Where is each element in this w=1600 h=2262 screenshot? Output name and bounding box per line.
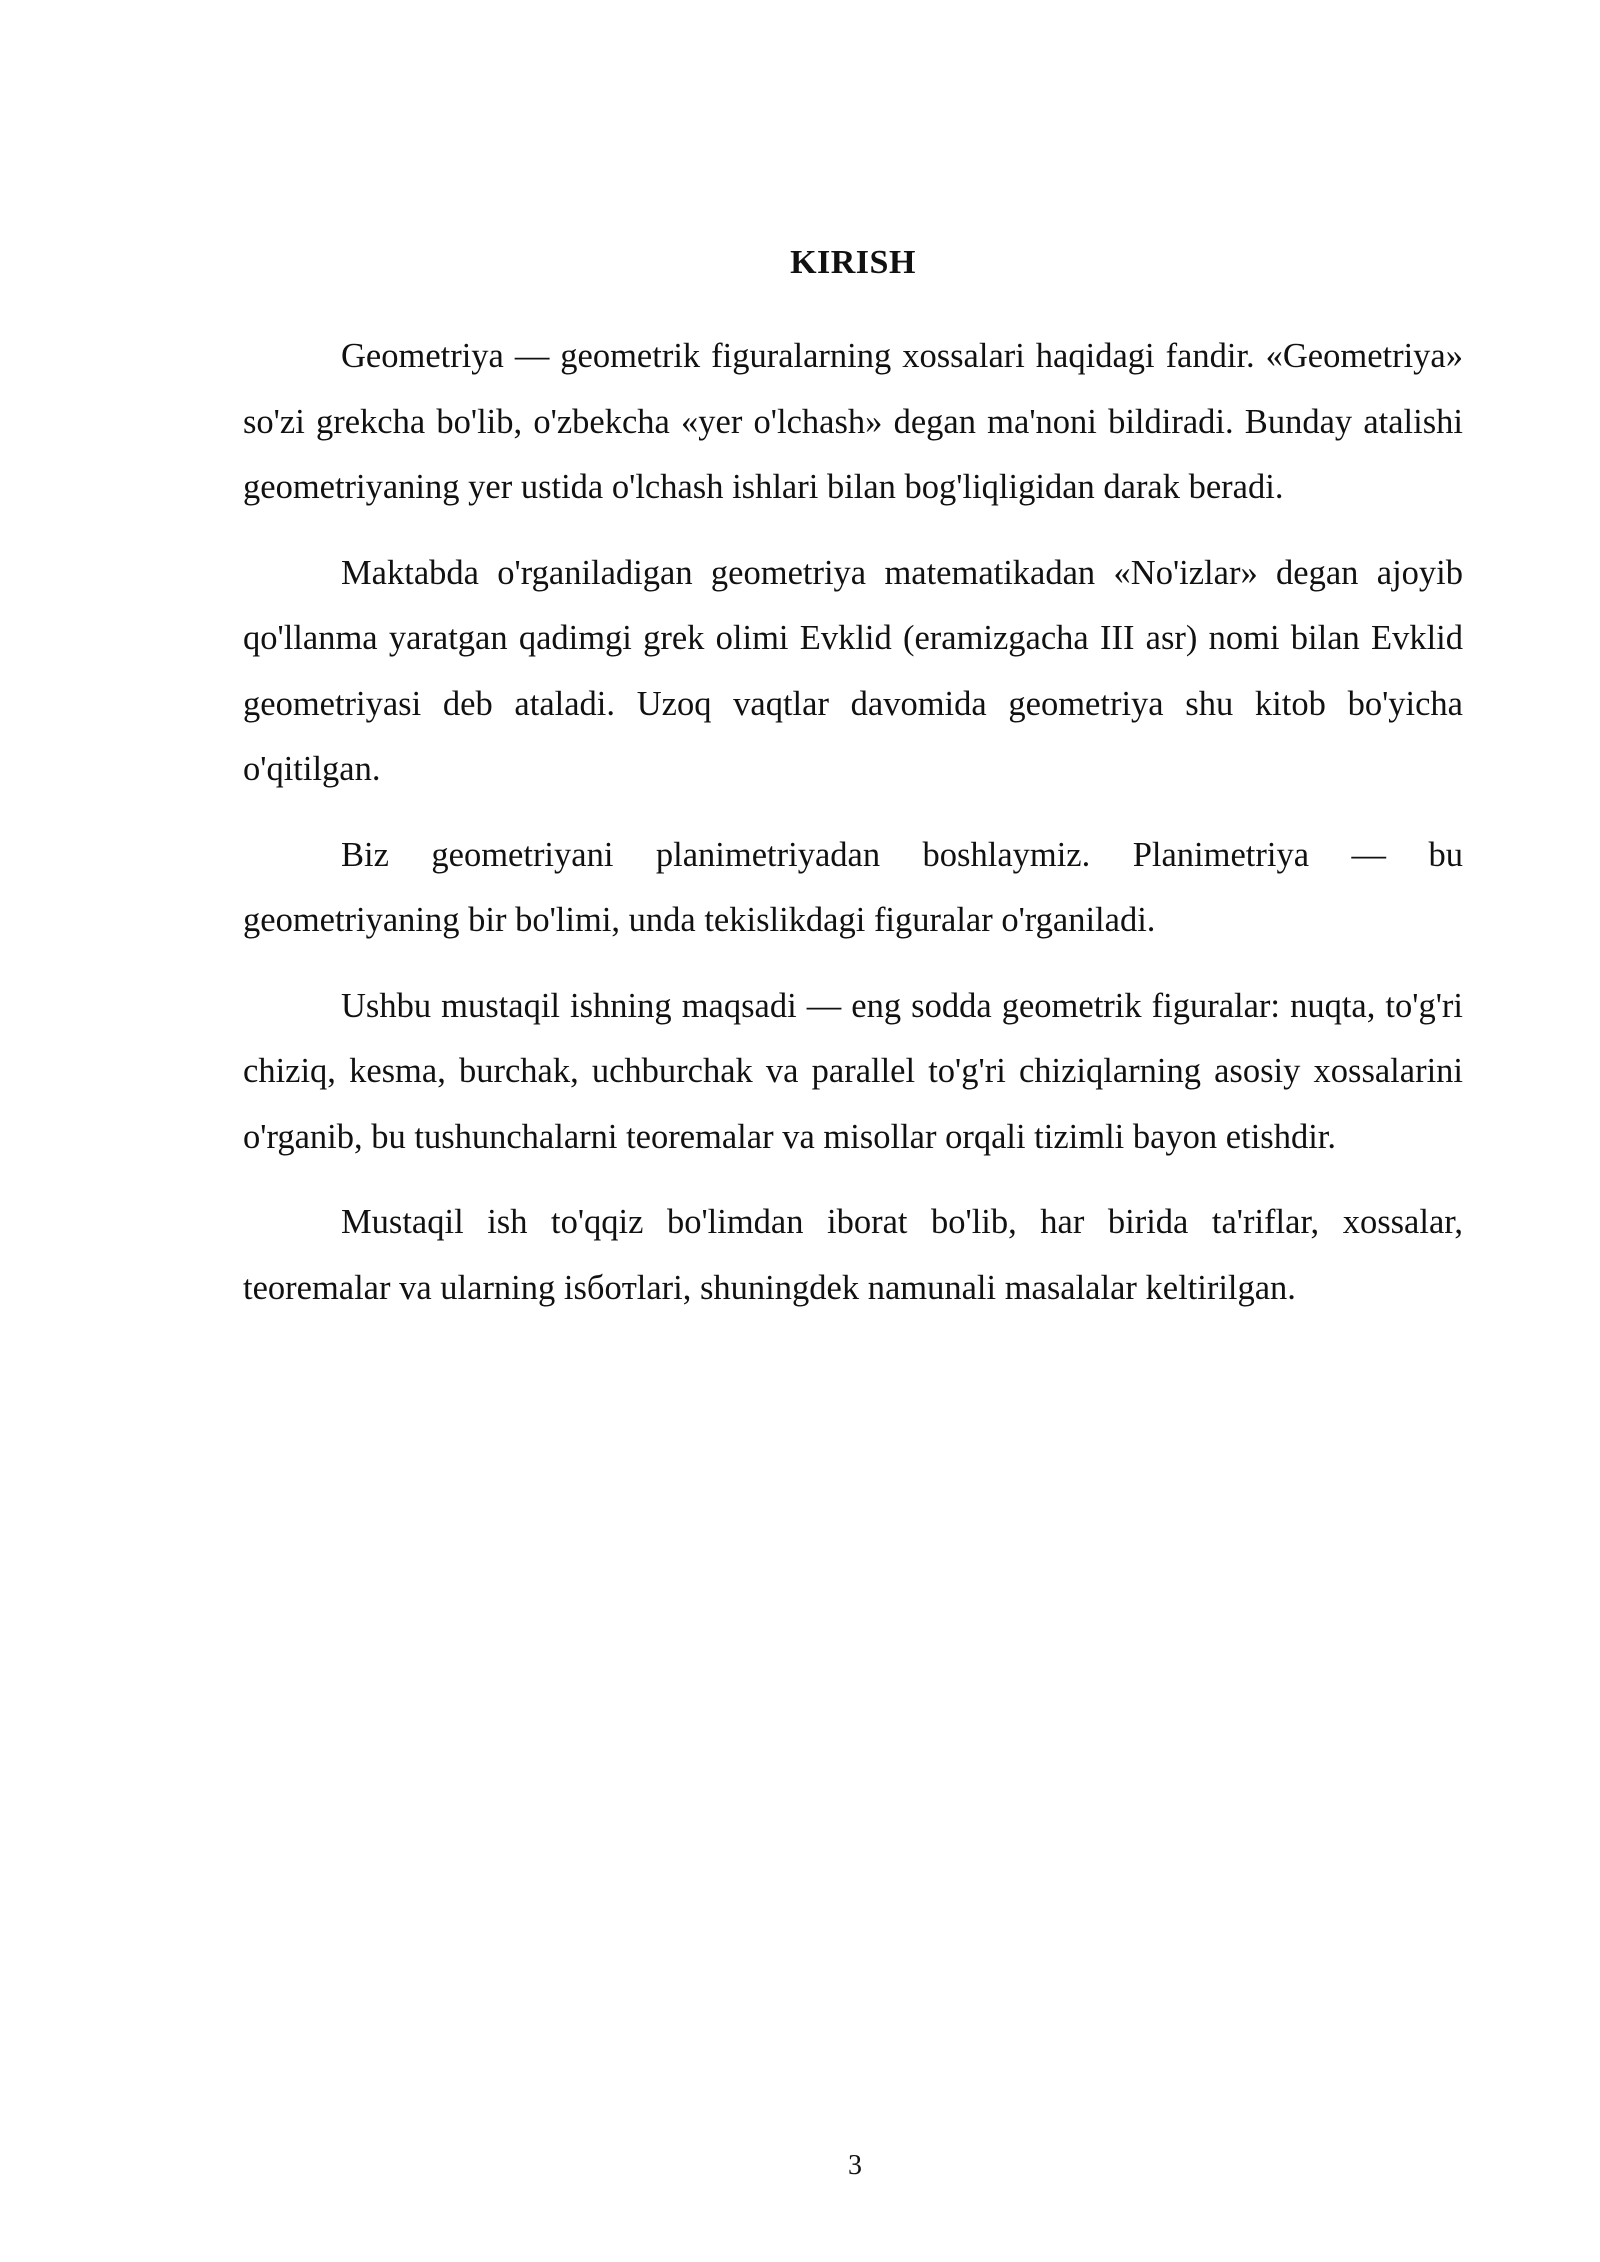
page-content bbox=[243, 238, 1463, 1341]
page-number: 3 bbox=[848, 2150, 862, 2181]
paragraph-1: Geometriya — geometrik figuralarning xossalari haqidagi fandir. «Geometriya» so'zi grekcha bo'lib, o'zbekcha «yer o'lchash» degan ma'noni bildiradi. Bunday atalishi geometriyaning yer ustida o'lchash ishlari bilan bog'liqligidan darak beradi. bbox=[243, 337, 1463, 506]
paragraph-2: Maktabda o'rganiladigan geometriya matematikadan «No'izlar» degan ajoyib qo'llanma yaratgan qadimgi grek olimi Evklid (eramizgacha III asr) nomi bilan Evklid geometriyasi deb ataladi. Uzoq vaqtlar davomida geometriya shu kitob bo'yicha o'qitilgan. bbox=[243, 553, 1463, 788]
paragraph-4: Ushbu mustaqil ishning maqsadi — eng sodda geometrik figuralar: nuqta, to'g'ri chiziq, kesma, burchak, uchburchak va parallel to'g'ri chiziqlarning asosiy xossalarini o'rganib, bu tushunchalarni teoremalar va misollar orqali tizimli bayon etishdir. bbox=[243, 986, 1463, 1156]
section-title: KIRISH bbox=[790, 244, 916, 281]
paragraph-5: Mustaqil ish to'qqiz bo'limdan iborat bo'lib, har birida ta'riflar, xossalar, teoremalar va ularning isбoтlari, shuningdek namunali masalalar keltirilgan. bbox=[243, 1203, 1463, 1307]
paragraph-3: Biz geometriyani planimetriyadan boshlaymiz. Planimetriya — bu geometriyaning bir bo'limi, unda tekislikdagi figuralar o'rganiladi. bbox=[243, 835, 1463, 939]
